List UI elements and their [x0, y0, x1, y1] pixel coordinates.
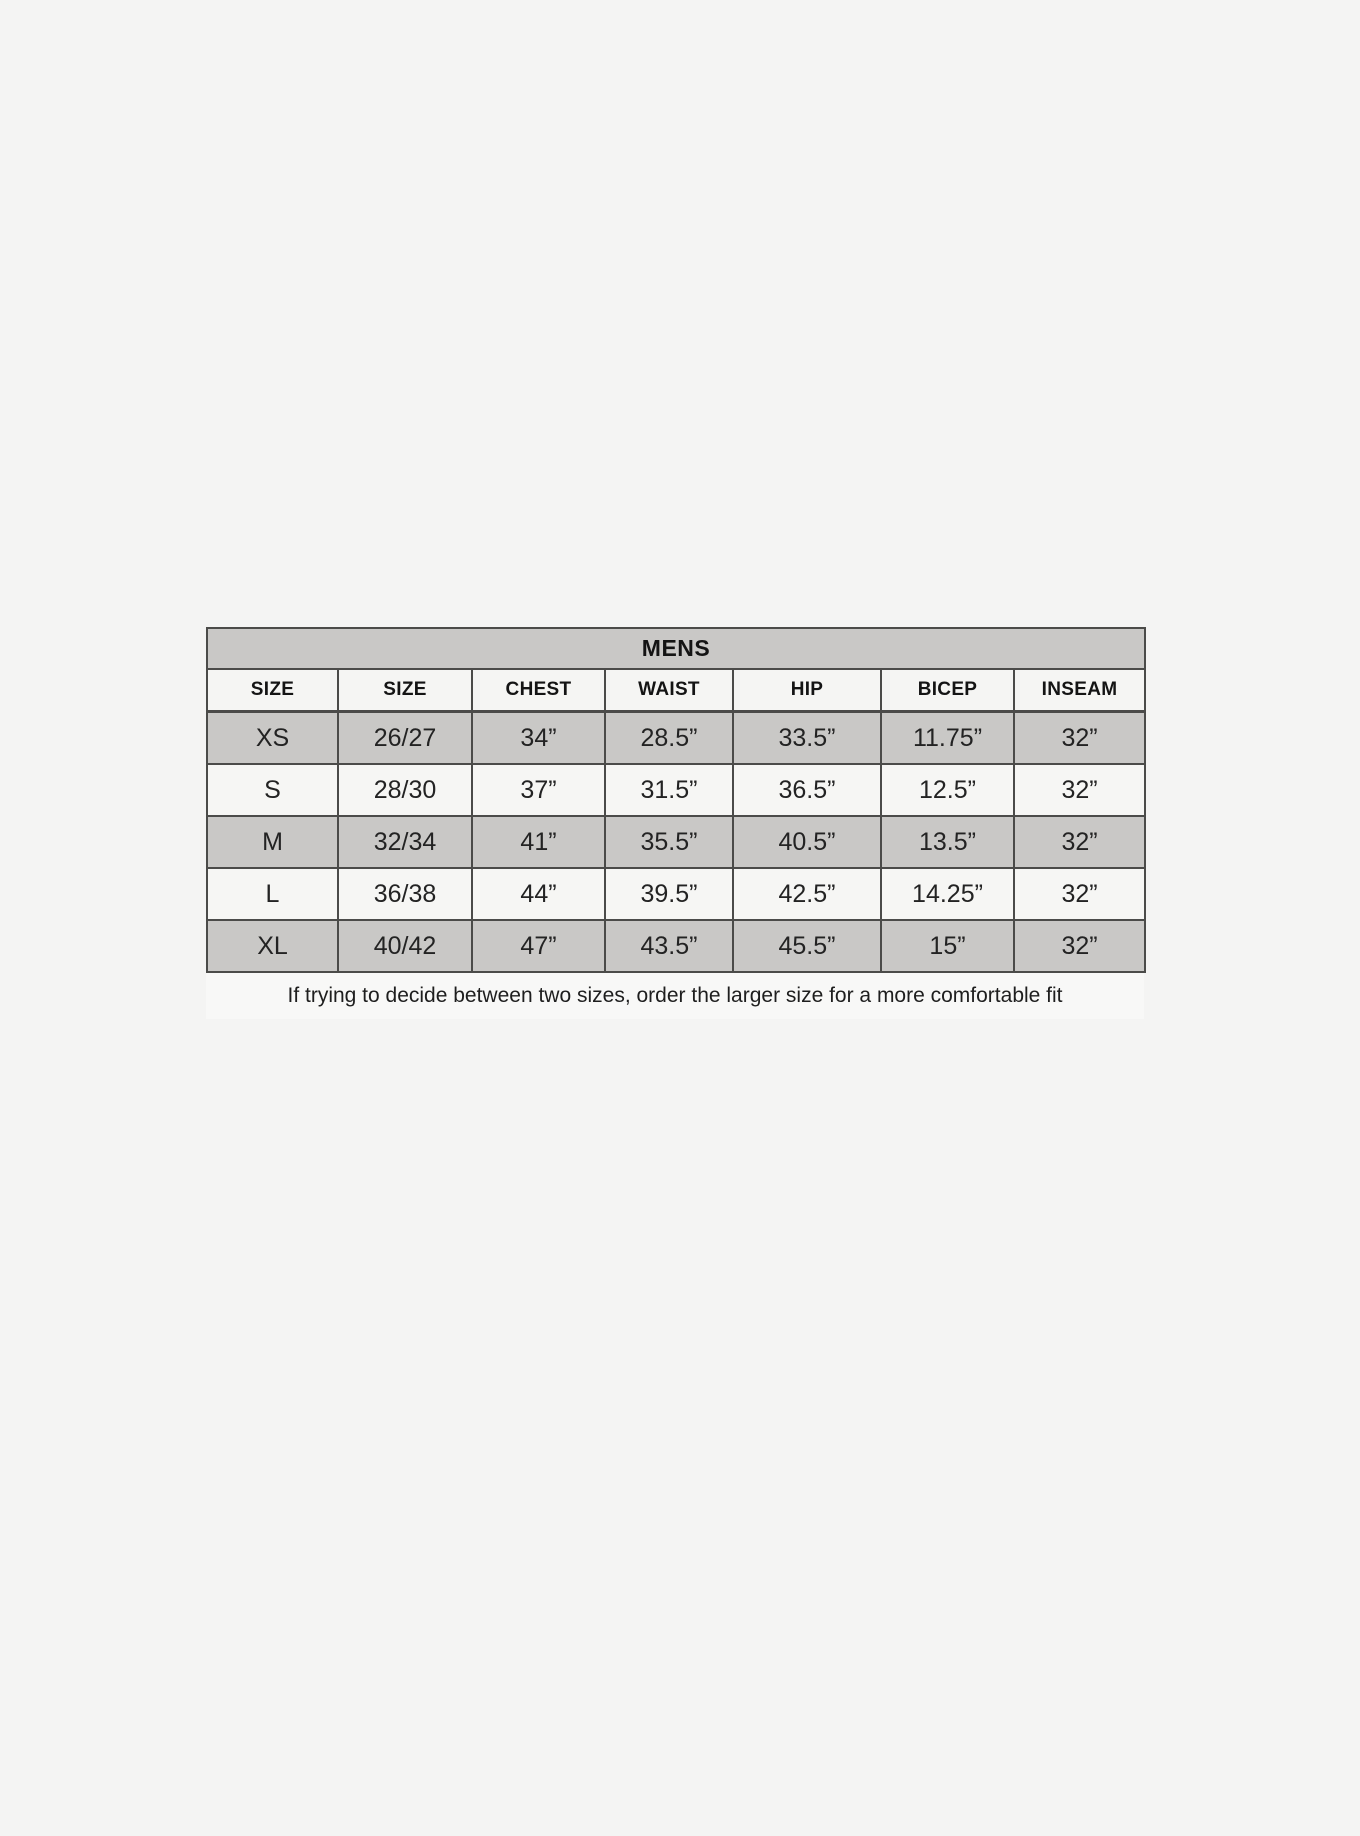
size-cell: 47”	[472, 920, 605, 972]
size-cell: 39.5”	[605, 868, 733, 920]
header-cell-chest: CHEST	[472, 669, 605, 712]
size-cell: 26/27	[338, 712, 472, 765]
size-row-l	[207, 868, 1145, 920]
size-cell: L	[207, 868, 338, 920]
size-cell: 36.5”	[733, 764, 881, 816]
size-cell: 32”	[1014, 712, 1145, 765]
header-cell-size-number: SIZE	[338, 669, 472, 712]
size-cell: 14.25”	[881, 868, 1014, 920]
size-cell: 41”	[472, 816, 605, 868]
size-cell: 45.5”	[733, 920, 881, 972]
size-row-m	[207, 816, 1145, 868]
size-cell: 32”	[1014, 816, 1145, 868]
header-cell-inseam: INSEAM	[1014, 669, 1145, 712]
size-table	[206, 627, 1146, 973]
header-cell-hip: HIP	[733, 669, 881, 712]
size-cell: XS	[207, 712, 338, 765]
size-cell: M	[207, 816, 338, 868]
size-cell: 33.5”	[733, 712, 881, 765]
size-cell: 28.5”	[605, 712, 733, 765]
size-cell: 28/30	[338, 764, 472, 816]
size-cell: 43.5”	[605, 920, 733, 972]
size-cell: 11.75”	[881, 712, 1014, 765]
size-cell: 15”	[881, 920, 1014, 972]
fit-note: If trying to decide between two sizes, order the larger size for a more comfortable fit	[206, 973, 1144, 1019]
size-cell: 13.5”	[881, 816, 1014, 868]
size-cell: 34”	[472, 712, 605, 765]
size-cell: 40.5”	[733, 816, 881, 868]
size-cell: 32”	[1014, 764, 1145, 816]
size-cell: 44”	[472, 868, 605, 920]
size-cell: 42.5”	[733, 868, 881, 920]
size-row-xl	[207, 920, 1145, 972]
chart-title-row	[207, 628, 1145, 669]
chart-title: MENS	[207, 628, 1145, 669]
size-cell: S	[207, 764, 338, 816]
size-cell: 40/42	[338, 920, 472, 972]
size-cell: 31.5”	[605, 764, 733, 816]
size-cell: 35.5”	[605, 816, 733, 868]
header-cell-size-letter: SIZE	[207, 669, 338, 712]
size-cell: 32”	[1014, 868, 1145, 920]
header-cell-bicep: BICEP	[881, 669, 1014, 712]
column-header-row	[207, 669, 1145, 712]
size-row-xs	[207, 712, 1145, 765]
size-cell: 12.5”	[881, 764, 1014, 816]
size-chart	[206, 627, 1144, 1019]
size-cell: 32/34	[338, 816, 472, 868]
size-cell: 37”	[472, 764, 605, 816]
header-cell-waist: WAIST	[605, 669, 733, 712]
size-row-s	[207, 764, 1145, 816]
size-cell: 32”	[1014, 920, 1145, 972]
size-cell: 36/38	[338, 868, 472, 920]
size-cell: XL	[207, 920, 338, 972]
